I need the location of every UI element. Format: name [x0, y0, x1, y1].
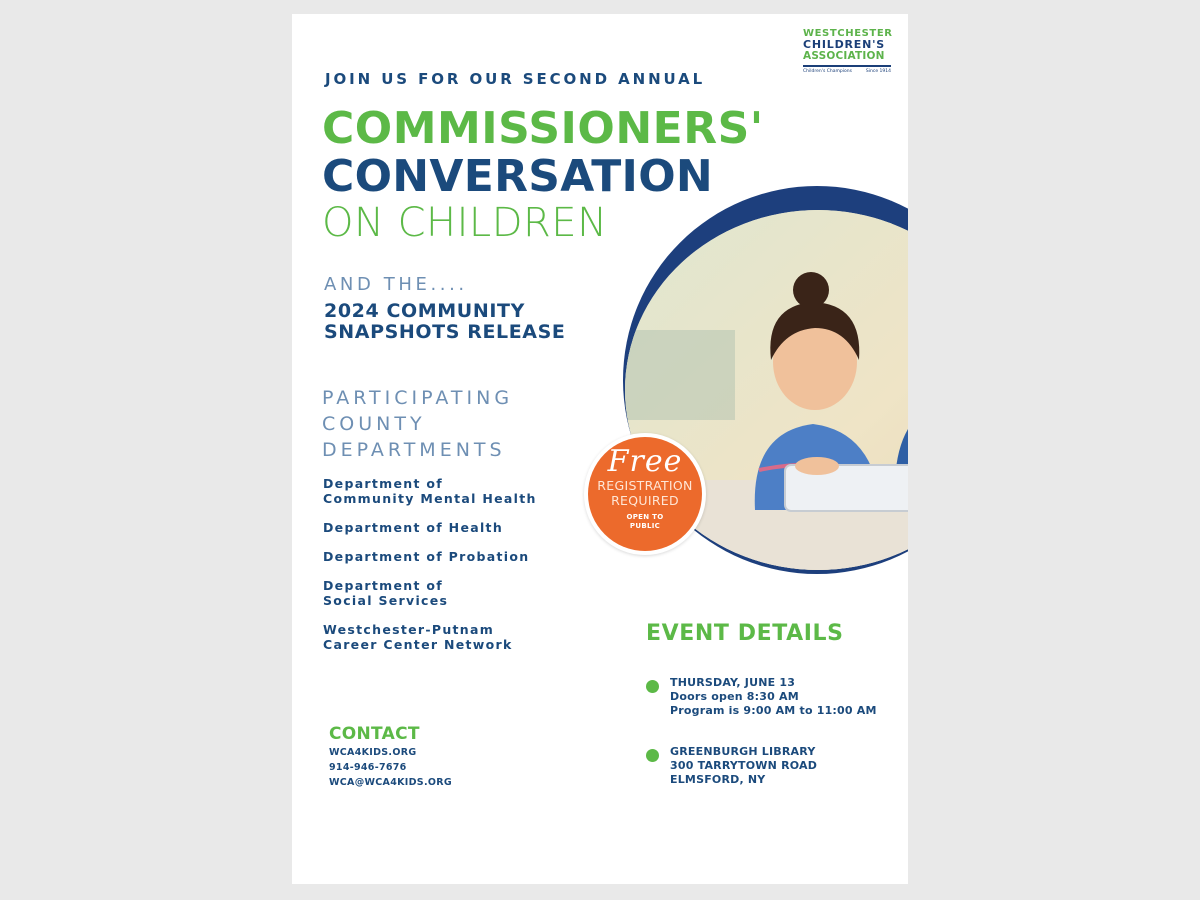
title-line-2: CONVERSATION — [322, 151, 714, 202]
department-item — [323, 476, 537, 506]
badge-registration-line: REQUIRED — [611, 493, 679, 508]
contact-block — [329, 724, 452, 790]
event-when-line: Doors open 8:30 AM — [670, 690, 799, 703]
title-line-3: ON CHILDREN — [322, 200, 608, 246]
participating-heading-line: COUNTY — [322, 413, 426, 435]
event-where-line: ELMSFORD, NY — [670, 773, 766, 786]
logo-rule — [803, 65, 891, 67]
department-line: Community Mental Health — [323, 491, 537, 506]
release-intro: AND THE.... — [324, 274, 468, 295]
department-line: Department of — [323, 476, 444, 491]
contact-heading: CONTACT — [329, 724, 420, 744]
department-item — [323, 622, 537, 652]
event-when — [646, 676, 886, 722]
event-when-line: THURSDAY, JUNE 13 — [670, 676, 796, 689]
department-item — [323, 578, 537, 608]
event-when-line: Program is 9:00 AM to 11:00 AM — [670, 704, 877, 717]
wca-logo — [803, 28, 895, 86]
event-where-line: 300 TARRYTOWN ROAD — [670, 759, 818, 772]
department-list — [323, 476, 537, 666]
free-registration-badge — [588, 437, 702, 551]
logo-line-association: ASSOCIATION — [803, 50, 885, 62]
event-where-text — [670, 745, 817, 787]
contact-website: WCA4KIDS.ORG — [329, 747, 417, 758]
release-line-1: 2024 COMMUNITY — [324, 300, 525, 322]
event-when-text — [670, 676, 877, 718]
department-item — [323, 520, 537, 535]
event-where — [646, 745, 886, 791]
contact-phone: 914-946-7676 — [329, 762, 407, 773]
badge-registration-line: REGISTRATION — [597, 478, 693, 493]
event-flyer — [292, 14, 908, 884]
department-line: Department of Health — [323, 520, 504, 535]
badge-free-text: Free — [607, 444, 683, 479]
event-details-heading: EVENT DETAILS — [646, 621, 844, 646]
department-line: Social Services — [323, 593, 449, 608]
bullet-dot-icon — [646, 680, 659, 693]
bullet-dot-icon — [646, 749, 659, 762]
badge-public-line: OPEN TO — [626, 513, 664, 521]
release-line-2: SNAPSHOTS RELEASE — [324, 321, 566, 343]
badge-public-line: PUBLIC — [629, 522, 661, 530]
contact-email: WCA@WCA4KIDS.ORG — [329, 777, 452, 788]
participating-heading — [322, 385, 513, 463]
badge-public-text — [588, 513, 702, 531]
department-item — [323, 549, 537, 564]
logo-line-westchester: WESTCHESTER — [803, 28, 893, 39]
participating-heading-line: PARTICIPATING — [322, 387, 514, 409]
department-line: Career Center Network — [323, 637, 513, 652]
department-line: Department of — [323, 578, 444, 593]
kicker-text: JOIN US FOR OUR SECOND ANNUAL — [325, 70, 706, 88]
event-where-line: GREENBURGH LIBRARY — [670, 745, 816, 758]
logo-tagline-right: Since 1914 — [865, 69, 891, 74]
participating-heading-line: DEPARTMENTS — [322, 439, 506, 461]
title-line-1: COMMISSIONERS' — [322, 103, 764, 154]
logo-tagline — [803, 69, 891, 74]
logo-line-childrens: CHILDREN'S — [803, 38, 885, 51]
department-line: Westchester-Putnam — [323, 622, 495, 637]
department-line: Department of Probation — [323, 549, 530, 564]
logo-tagline-left: Children's Champions — [803, 69, 852, 74]
